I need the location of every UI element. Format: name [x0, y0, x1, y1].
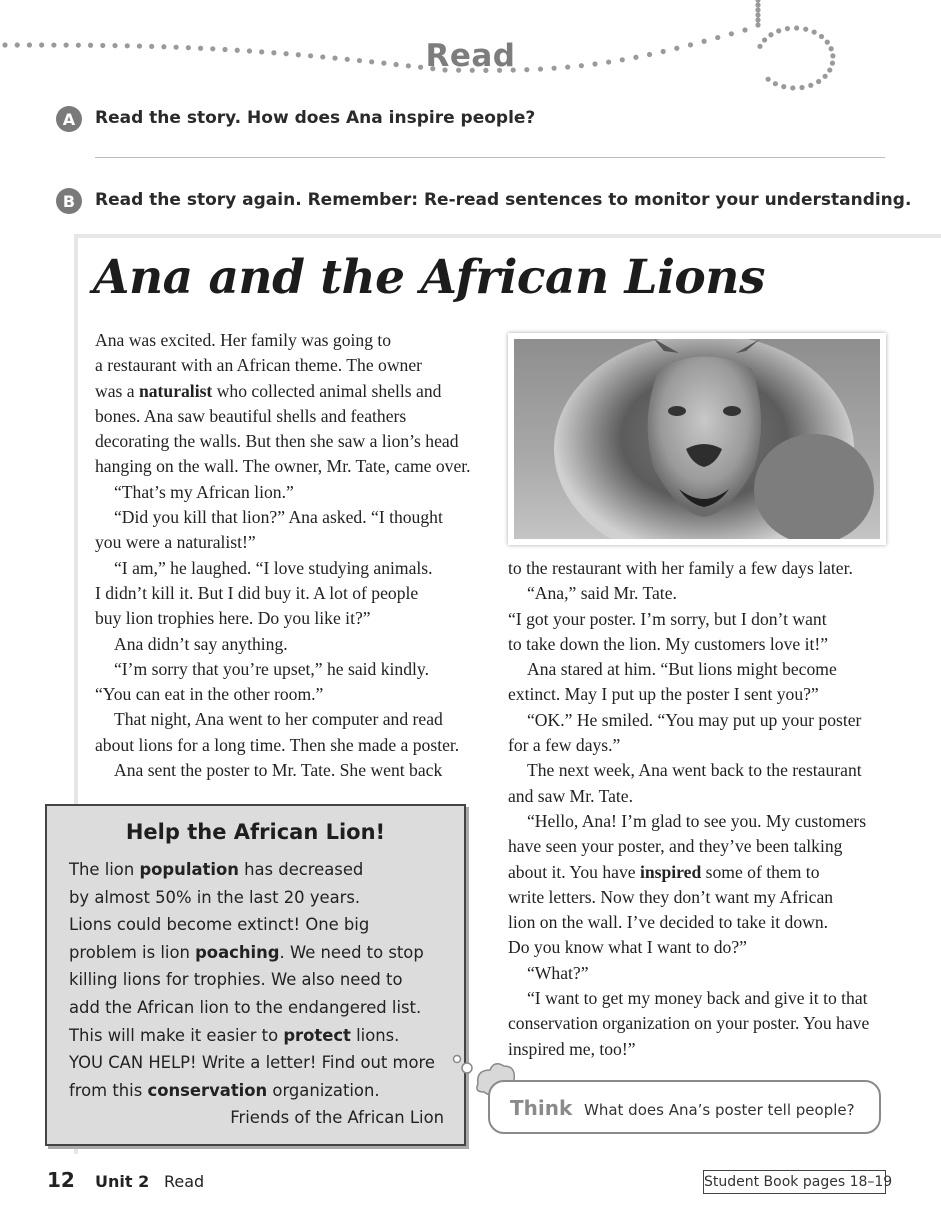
story-line: bones. Ana saw beautiful shells and feathers	[95, 405, 407, 426]
story-line: “What?”	[527, 962, 589, 983]
story-line: lion on the wall. I’ve decided to take it down.	[508, 912, 829, 933]
story-line: “Did you kill that lion?” Ana asked. “I thought	[114, 507, 443, 528]
vocab-population: population	[139, 860, 239, 879]
story-line: extinct. May I put up the poster I sent you?”	[508, 684, 819, 705]
story-line: to the restaurant with her family a few days later.	[508, 558, 853, 578]
story-line: hanging on the wall. The owner, Mr. Tate, came over.	[95, 456, 471, 477]
question-badge-b: B	[56, 188, 82, 214]
section-title: Read	[425, 38, 516, 74]
help-line: by almost 50% in the last 20 years.	[69, 887, 361, 907]
story-line: write letters. Now they don’t want my African	[508, 886, 834, 907]
decorative-dot	[755, 7, 760, 12]
story-line: Do you know what I want to do?”	[508, 937, 747, 958]
help-line: problem is lion poaching. We need to stop	[69, 942, 424, 962]
story-line: Ana stared at him. “But lions might become	[527, 659, 837, 680]
lion-image	[514, 339, 880, 539]
question-b-text: Read the story again. Remember: Re-read sentences to monitor your understanding.	[95, 190, 912, 210]
story-line: The next week, Ana went back to the restaurant	[527, 760, 862, 781]
decorative-dot	[781, 84, 786, 89]
help-line: from this conservation organization.	[69, 1080, 380, 1100]
vocab-protect: protect	[283, 1025, 351, 1045]
story-left-column	[95, 328, 471, 783]
help-line: The lion population has decreased	[69, 860, 364, 879]
story-line: “You can eat in the other room.”	[95, 684, 324, 705]
footer-unit: Unit 2	[95, 1172, 150, 1191]
story-line: was a naturalist who collected animal shells and	[95, 380, 442, 401]
story-line: for a few days.”	[508, 735, 621, 756]
decorative-dot	[755, 0, 760, 3]
page-number: 12	[47, 1168, 75, 1192]
help-line: This will make it easier to protect lions.	[69, 1025, 400, 1045]
story-line: “I want to get my money back and give it to that	[527, 988, 868, 1009]
decorative-dot	[755, 17, 760, 22]
decorative-dot	[755, 2, 760, 7]
decorative-dot	[768, 32, 773, 37]
help-line: YOU CAN HELP! Write a letter! Find out more	[69, 1053, 435, 1073]
decorative-dot	[755, 12, 760, 17]
decorative-dot	[742, 27, 747, 32]
help-box-signature: Friends of the African Lion	[230, 1108, 444, 1127]
decorative-dot	[794, 25, 799, 30]
decorative-dot	[773, 81, 778, 86]
story-line: Ana was excited. Her family was going to	[95, 330, 392, 350]
story-right-column	[508, 556, 869, 1062]
decorative-dot	[822, 74, 827, 79]
help-box-title: Help the African Lion!	[125, 820, 386, 844]
story-line: have seen your poster, and they’ve been talking	[508, 836, 843, 857]
decorative-dot	[766, 77, 771, 82]
help-line: killing lions for trophies. We also need to	[69, 970, 403, 990]
story-line: “I got your poster. I’m sorry, but I don’t want	[508, 608, 827, 629]
story-line: Ana sent the poster to Mr. Tate. She went back	[114, 760, 443, 781]
decorative-dot	[808, 83, 813, 88]
story-line: about lions for a long time. Then she made a poster.	[95, 734, 460, 755]
vocab-conservation: conservation	[147, 1080, 268, 1100]
story-line: a restaurant with an African theme. The owner	[95, 355, 422, 376]
vocab-inspired: inspired	[639, 861, 702, 882]
story-title: Ana and the African Lions	[93, 250, 765, 305]
think-question: What does Ana’s poster tell people?	[584, 1101, 855, 1119]
decorative-dot	[729, 31, 734, 36]
story-line: I didn’t kill it. But I did buy it. A lot of people	[95, 582, 419, 603]
story-line: to take down the lion. My customers love it!”	[508, 633, 829, 654]
decorative-dot	[812, 29, 817, 34]
question-badge-a: A	[56, 106, 82, 132]
story-line: and saw Mr. Tate.	[508, 785, 633, 806]
story-line: “I’m sorry that you’re upset,” he said kindly.	[114, 658, 429, 679]
vocab-naturalist: naturalist	[138, 380, 213, 401]
decorative-dot	[776, 28, 781, 33]
footer-section: Read	[164, 1172, 205, 1191]
story-line: inspired me, too!”	[508, 1038, 636, 1059]
story-line: conservation organization on your poster. You have	[508, 1013, 870, 1034]
lion-photo	[508, 333, 886, 545]
help-box-body	[69, 856, 435, 1104]
story-line: Ana didn’t say anything.	[114, 633, 288, 654]
story-line: decorating the walls. But then she saw a lion’s head	[95, 431, 459, 452]
story-line: about it. You have inspired some of them to	[508, 861, 820, 882]
decorative-dot	[785, 26, 790, 31]
student-book-reference: Student Book pages 18–19	[703, 1170, 886, 1194]
story-line: “That’s my African lion.”	[114, 481, 294, 502]
question-a-text: Read the story. How does Ana inspire people?	[95, 108, 536, 128]
think-prompt-box	[488, 1080, 881, 1134]
vocab-poaching: poaching	[195, 942, 280, 962]
story-line: “OK.” He smiled. “You may put up your poster	[527, 709, 862, 730]
think-label: Think	[510, 1096, 573, 1120]
help-line: add the African lion to the endangered list.	[69, 997, 422, 1017]
story-line: “I am,” he laughed. “I love studying animals.	[114, 557, 433, 578]
story-line: That night, Ana went to her computer and read	[114, 709, 443, 730]
answer-line[interactable]	[95, 157, 885, 158]
decorative-dot	[799, 85, 804, 90]
story-line: “Ana,” said Mr. Tate.	[527, 583, 677, 604]
help-line: Lions could become extinct! One big	[69, 915, 370, 935]
story-line: “Hello, Ana! I’m glad to see you. My customers	[527, 810, 867, 831]
story-line: buy lion trophies here. Do you like it?”	[95, 608, 371, 629]
decorative-dot	[790, 85, 795, 90]
decorative-dot	[803, 27, 808, 32]
help-the-lion-box	[45, 804, 466, 1146]
decorative-dot	[755, 22, 760, 27]
decorative-dot	[816, 79, 821, 84]
story-line: you were a naturalist!”	[95, 532, 256, 553]
